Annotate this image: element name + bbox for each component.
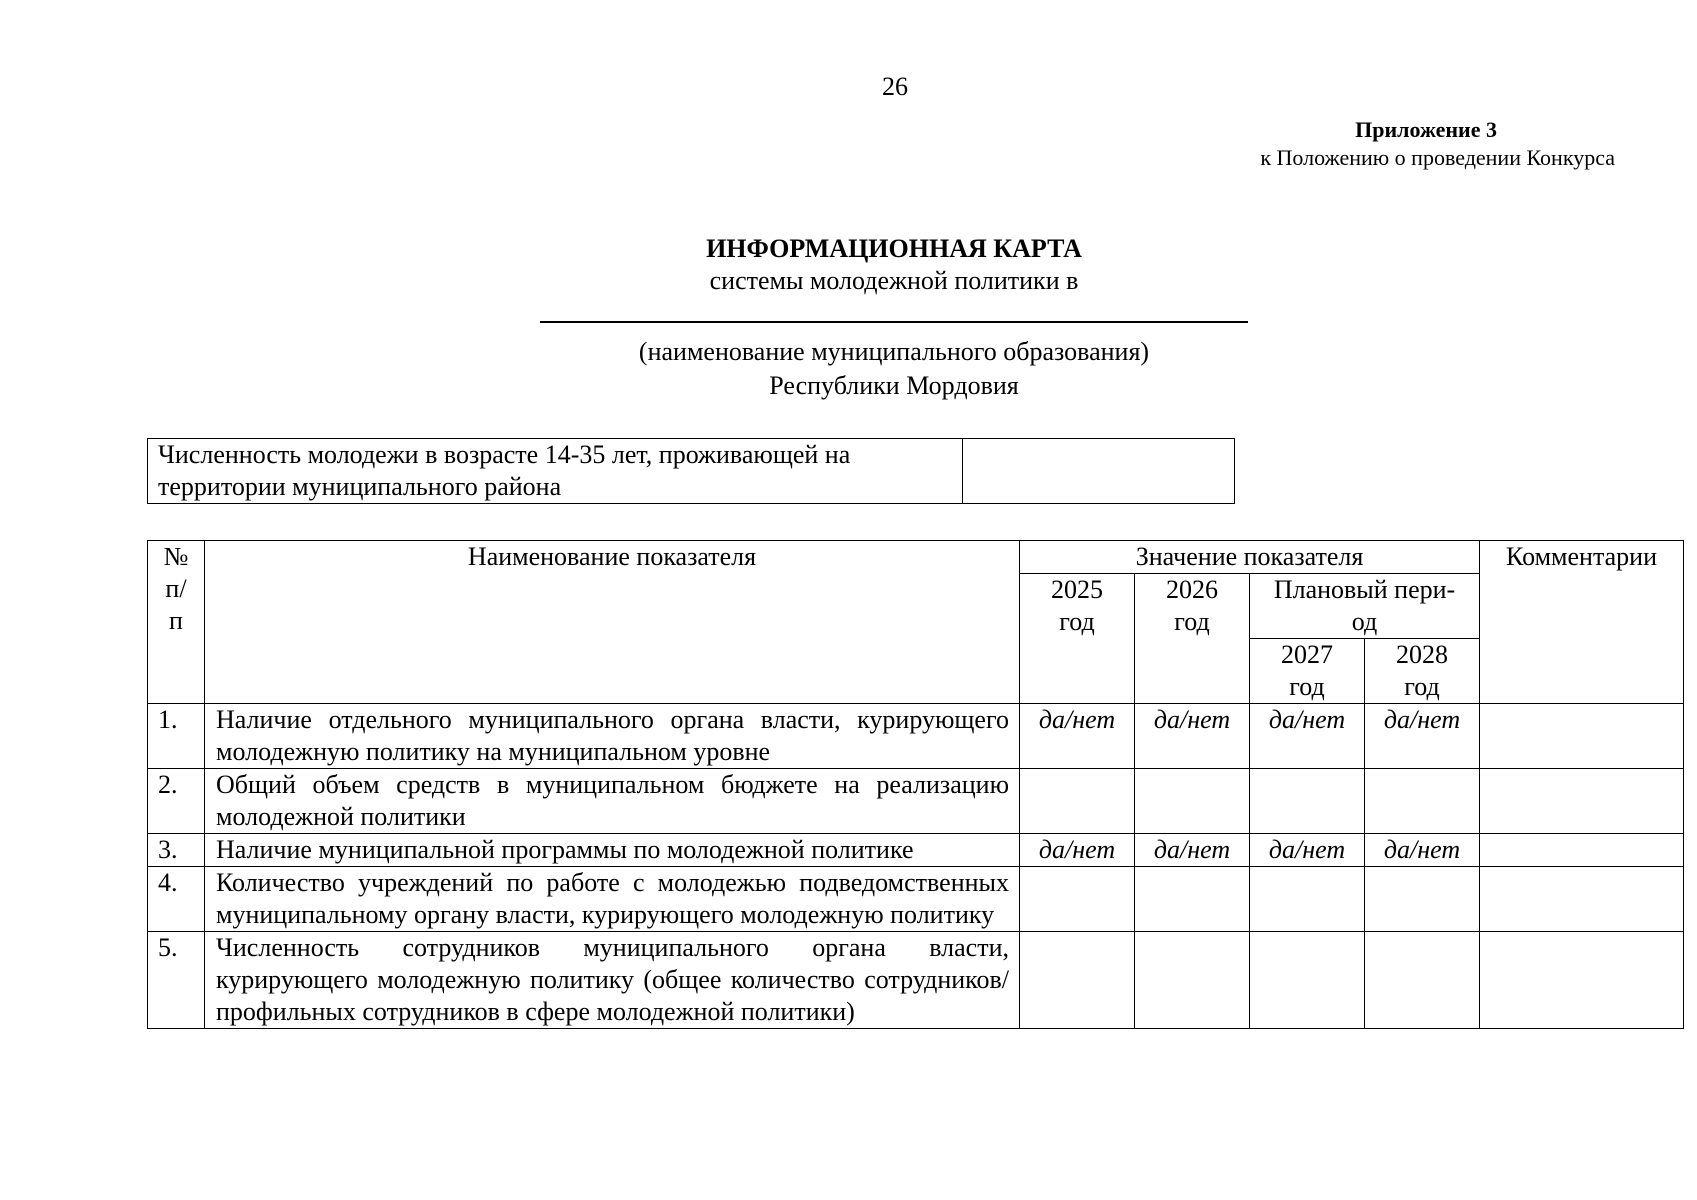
row-value-2028 (1365, 932, 1480, 1029)
row-value-2027 (1250, 769, 1365, 834)
header-year-2025 (1020, 574, 1135, 704)
appendix-subtitle: к Положению о проведении Конкурса (1260, 145, 1615, 170)
row-indicator-name: Наличие муниципальной программы по молодежной политике (205, 834, 1020, 867)
row-value-2026 (1135, 769, 1250, 834)
row-value-2026: да/нет (1135, 834, 1250, 867)
row-value-2028: да/нет (1365, 834, 1480, 867)
table-row (148, 769, 1684, 834)
youth-count-table (147, 438, 1235, 504)
header-num: № п/ п (148, 541, 205, 704)
row-value-2028: да/нет (1365, 704, 1480, 769)
row-value-2026 (1135, 867, 1250, 932)
header-year-2028-number: 2028 (1396, 640, 1449, 669)
header-year-2027-number: 2027 (1281, 640, 1333, 669)
indicators-table (147, 540, 1684, 1029)
row-comment (1480, 834, 1684, 867)
row-value-2025: да/нет (1020, 834, 1135, 867)
header-comments: Комментарии (1480, 541, 1684, 704)
row-comment (1480, 769, 1684, 834)
municipality-fill-line (540, 321, 1248, 323)
youth-count-label: Численность молодежи в возрасте 14-35 лет, проживающей на территории муниципального района (148, 439, 963, 504)
row-number: 4. (148, 867, 205, 932)
row-value-2027 (1250, 867, 1365, 932)
row-value-2027: да/нет (1250, 834, 1365, 867)
header-year-2026 (1135, 574, 1250, 704)
row-value-2025: да/нет (1020, 704, 1135, 769)
document-subtitle: системы молодежной политики в (709, 266, 1079, 295)
table-row (148, 704, 1684, 769)
appendix-title: Приложение 3 (1355, 117, 1497, 142)
row-value-2028 (1365, 867, 1480, 932)
youth-count-row (148, 439, 1235, 504)
header-row-1 (148, 541, 1684, 574)
row-number: 2. (148, 769, 205, 834)
header-year-2027-word: год (1289, 672, 1325, 701)
row-indicator-name: Количество учреждений по работе с молодежью подведомственных муниципальному органу власти, курирующего молодежную политику (205, 867, 1020, 932)
header-year-2028 (1365, 639, 1480, 704)
row-indicator-name: Наличие отдельного муниципального органа власти, курирующего молодежную политику на муниципальном уровне (205, 704, 1020, 769)
header-year-2026-number: 2026 (1166, 575, 1218, 604)
table-row (148, 932, 1684, 1029)
row-number: 5. (148, 932, 205, 1029)
row-comment (1480, 704, 1684, 769)
region-name: Республики Мордовия (769, 371, 1019, 400)
row-indicator-name: Общий объем средств в муниципальном бюджете на реализацию молодежной политики (205, 769, 1020, 834)
title-block (540, 233, 1248, 403)
youth-count-value (963, 439, 1235, 504)
table-row (148, 867, 1684, 932)
header-value: Значение показателя (1020, 541, 1480, 574)
municipality-caption: (наименование муниципального образования) (638, 337, 1150, 366)
row-value-2025 (1020, 867, 1135, 932)
row-number: 3. (148, 834, 205, 867)
header-plan-period-line2: од (1351, 607, 1378, 636)
row-value-2028 (1365, 769, 1480, 834)
header-year-2025-number: 2025 (1051, 575, 1103, 604)
row-number: 1. (148, 704, 205, 769)
header-year-2025-word: год (1059, 607, 1095, 636)
appendix-block (1260, 116, 1615, 172)
header-name: Наименование показателя (205, 541, 1020, 704)
header-plan-period-line1: Плановый пери- (1273, 575, 1456, 604)
header-year-2028-word: год (1404, 672, 1440, 701)
header-plan-period (1250, 574, 1480, 639)
table-row (148, 834, 1684, 867)
row-value-2027: да/нет (1250, 704, 1365, 769)
row-value-2025 (1020, 769, 1135, 834)
row-value-2027 (1250, 932, 1365, 1029)
document-title: ИНФОРМАЦИОННАЯ КАРТА (706, 234, 1082, 263)
header-year-2026-word: год (1174, 607, 1210, 636)
row-value-2025 (1020, 932, 1135, 1029)
page-number: 26 (882, 72, 908, 101)
row-comment (1480, 932, 1684, 1029)
row-indicator-name: Численность сотрудников муниципального органа власти, курирующего молодежную политику (общее количество сотрудников/профильных сотрудников в сфере молодежной политики) (205, 932, 1020, 1029)
row-value-2026: да/нет (1135, 704, 1250, 769)
row-value-2026 (1135, 932, 1250, 1029)
header-year-2027 (1250, 639, 1365, 704)
row-comment (1480, 867, 1684, 932)
